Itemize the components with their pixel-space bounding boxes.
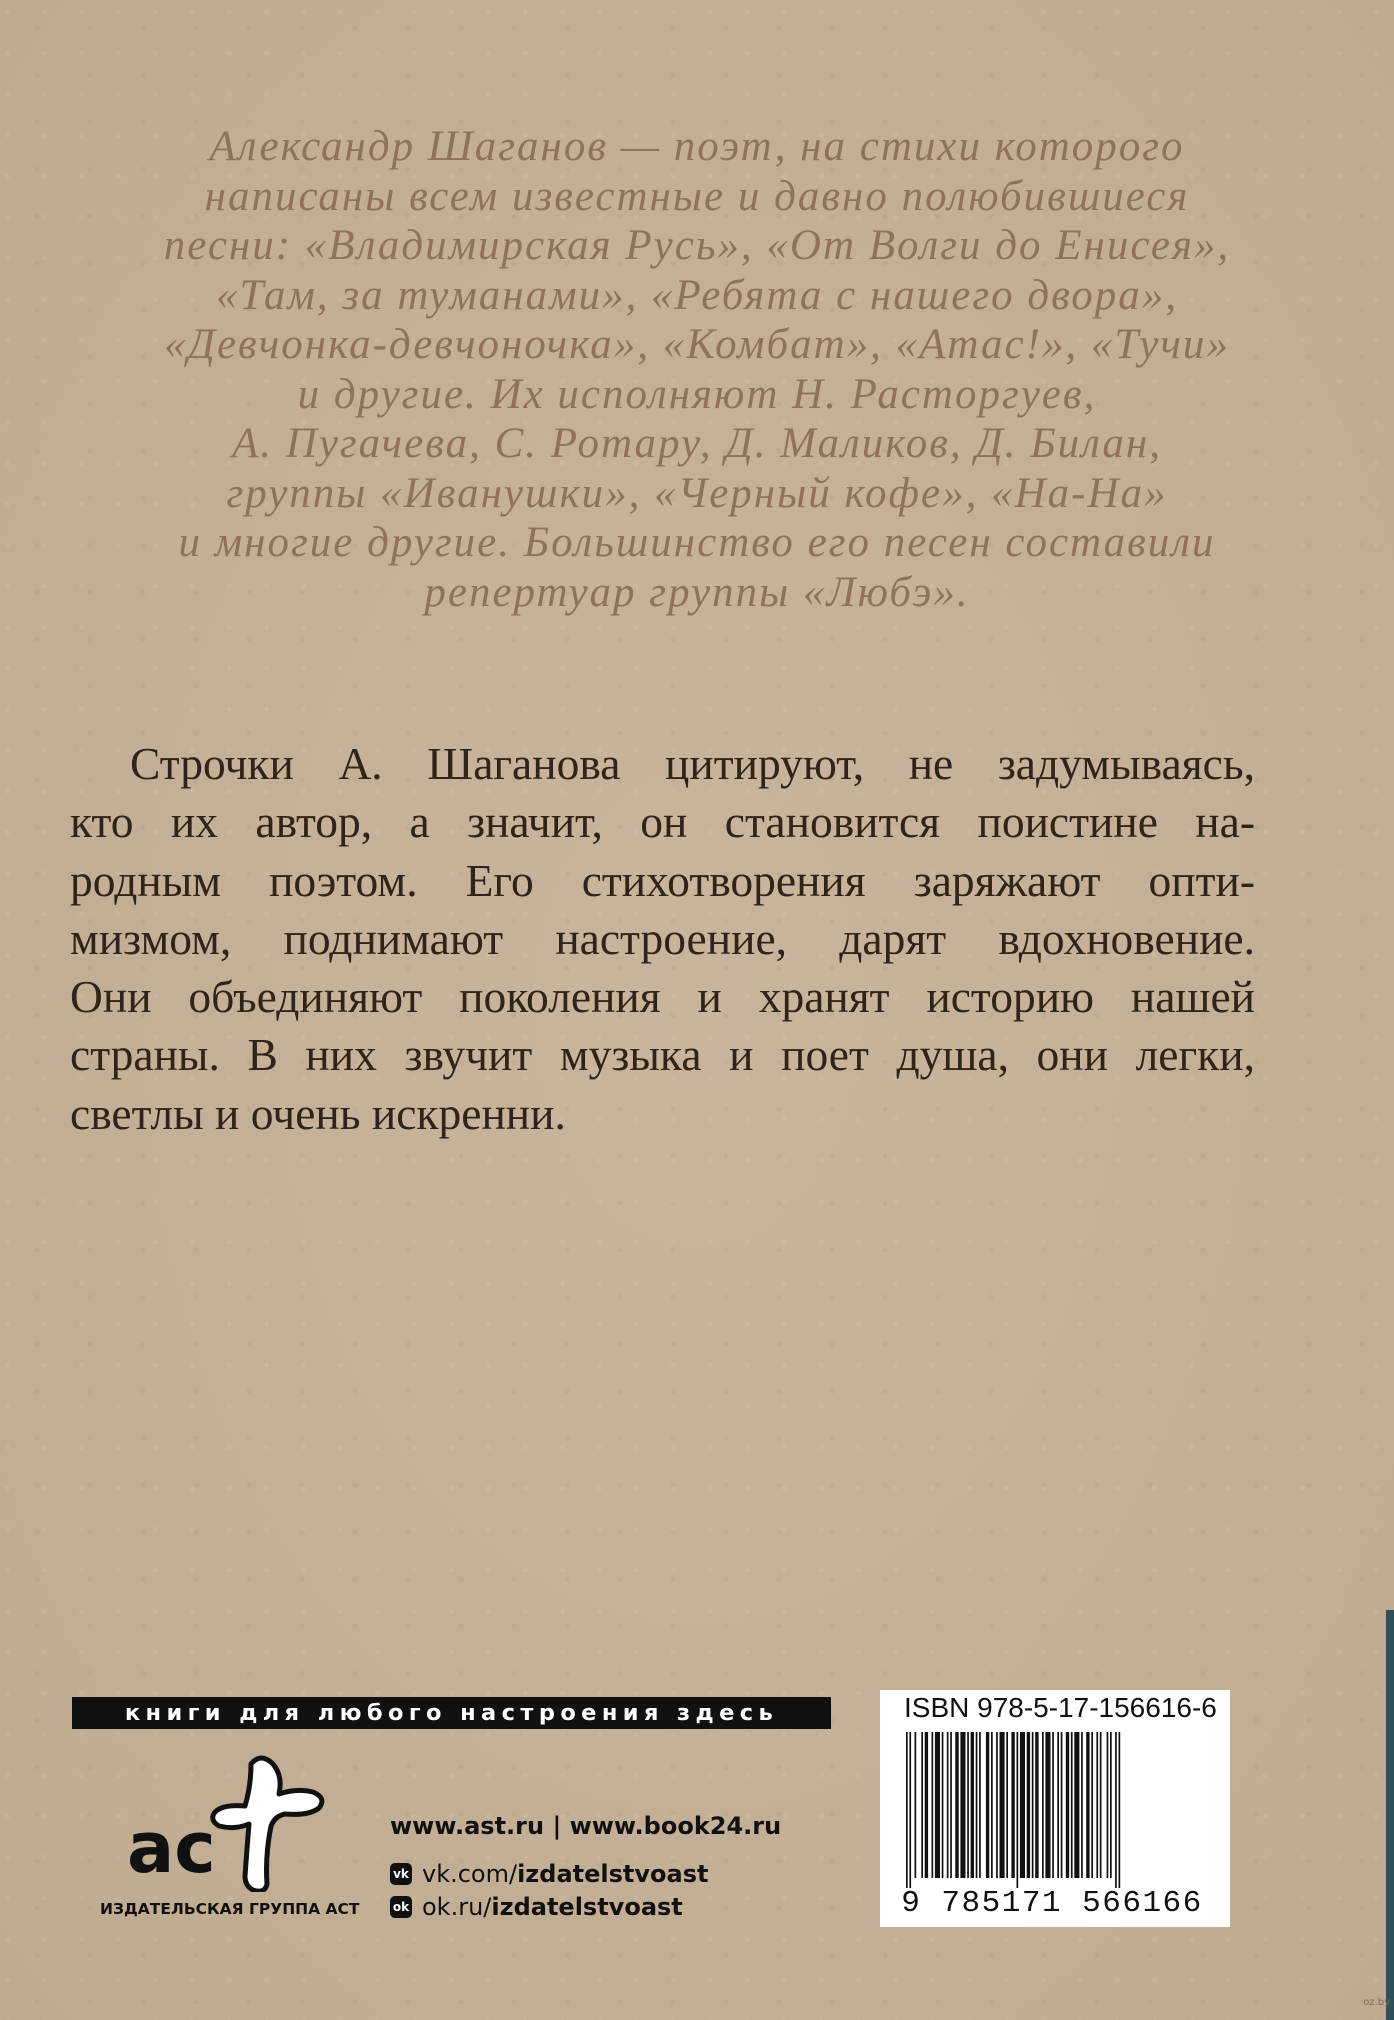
isbn-label: ISBN 978-5-17-156616-6 (904, 1692, 1217, 1723)
barcode-bar (932, 1732, 934, 1878)
barcode-bar (1100, 1732, 1102, 1878)
blurb-line: и другие. Их исполняют Н. Расторгуев, (297, 370, 1097, 418)
publisher-name: ИЗДАТЕЛЬСКАЯ ГРУППА АСТ (100, 1900, 360, 1918)
author-blurb (70, 122, 1324, 617)
website-links[interactable]: www.ast.ru | www.book24.ru (390, 1812, 782, 1840)
blurb-line: А. Пугачева, С. Ротару, Д. Маликов, Д. Билан, (232, 420, 1162, 467)
blurb-line: группы «Иванушки», «Черный кофе», «На-На» (226, 469, 1168, 517)
barcode-bar (1074, 1732, 1079, 1878)
ok-icon: ok (390, 1896, 412, 1918)
barcode-bar (1107, 1732, 1109, 1878)
book-description (70, 735, 1255, 1143)
description-line: мизмом, поднимают настроение, дарят вдохновение. (70, 912, 1255, 964)
barcode-bar (915, 1732, 917, 1878)
barcode-bar (925, 1732, 928, 1878)
blurb-line: написаны всем известные и давно полюбившиеся (204, 172, 1190, 220)
barcode-bar (909, 1732, 911, 1888)
publisher-logo (125, 1752, 335, 1892)
logo-text: ac (127, 1807, 216, 1889)
barcode-bar (1096, 1732, 1098, 1878)
barcode-bar (1006, 1732, 1008, 1878)
barcode-bar (1081, 1732, 1083, 1878)
barcode-bar (942, 1732, 944, 1878)
slogan-banner: книги для любого настроения здесь (72, 1697, 831, 1729)
vk-link[interactable] (390, 1860, 708, 1888)
blurb-line: «Девчонка-девчоночка», «Комбат», «Атас!», «Тучи» (164, 321, 1230, 368)
barcode-bar (955, 1732, 958, 1878)
blurb-line: песни: «Владимирская Русь», «От Волги до Енисея», (163, 222, 1231, 269)
ok-prefix: ok.ru/ (422, 1893, 492, 1921)
vk-icon: vk (390, 1863, 412, 1885)
barcode-bar (1091, 1732, 1093, 1878)
barcode-bar (1086, 1732, 1089, 1878)
watermark: oz.by (1363, 1997, 1390, 2008)
barcode-bar (971, 1732, 974, 1878)
barcode-bar (967, 1732, 969, 1878)
description-line: Строчки А. Шаганова цитируют, не задумываясь, (130, 738, 1255, 789)
barcode-bar (1066, 1732, 1069, 1878)
barcode-bar (1017, 1732, 1019, 1888)
barcode-bar (1052, 1732, 1054, 1878)
blurb-line: Александр Шаганов — поэт, на стихи которого (209, 123, 1185, 170)
barcode-bar (1110, 1732, 1112, 1878)
barcode-bar (996, 1732, 998, 1878)
barcode-bar (1071, 1732, 1073, 1878)
barcode (904, 1732, 1204, 1888)
blurb-line: репертуар группы «Любэ». (424, 568, 970, 616)
description-line: кто их автор, а значит, он становится поистине на- (70, 796, 1255, 848)
blurb-line: «Там, за туманами», «Ребята с нашего двора», (216, 271, 1178, 319)
barcode-bar (1035, 1732, 1038, 1878)
barcode-bar (1057, 1732, 1059, 1878)
spine-edge-strip (1386, 1610, 1394, 2020)
barcode-bar (991, 1732, 993, 1878)
barcode-bar (1011, 1732, 1014, 1878)
barcode-bar (1115, 1732, 1117, 1888)
barcode-bar (947, 1732, 949, 1878)
barcode-bar (986, 1732, 989, 1878)
barcode-bar (976, 1732, 978, 1878)
description-line: родным поэтом. Его стихотворения заряжают опти- (70, 854, 1255, 906)
barcode-bar (1061, 1732, 1063, 1878)
barcode-bar (1042, 1732, 1044, 1878)
description-line: страны. В них звучит музыка и поет душа, они легки, (70, 1029, 1255, 1081)
vk-prefix: vk.com/ (422, 1860, 518, 1888)
vk-handle: izdatelstvoast (517, 1860, 709, 1888)
barcode-bar (935, 1732, 940, 1878)
description-line: светлы и очень искренни. (70, 1087, 566, 1139)
barcode-bar (1045, 1732, 1050, 1878)
barcode-bar (1020, 1732, 1025, 1878)
barcode-bar (950, 1732, 952, 1878)
barcode-bar (1027, 1732, 1030, 1878)
barcode-bar (979, 1732, 981, 1878)
ok-link[interactable] (390, 1893, 683, 1921)
isbn-digits: 9 785171 566166 (901, 1886, 1203, 1921)
barcode-bar (1119, 1732, 1121, 1888)
barcode-bar (1000, 1732, 1005, 1878)
ok-handle: izdatelstvoast (491, 1893, 683, 1921)
barcode-bar (921, 1732, 923, 1878)
barcode-bar (960, 1732, 965, 1878)
barcode-bar (1032, 1732, 1034, 1878)
description-line: Они объединяют поколения и хранят историю нашей (70, 971, 1255, 1023)
barcode-bar (906, 1732, 908, 1888)
blurb-line: и многие другие. Большинство его песен составили (178, 519, 1216, 566)
logo-cross-shape (213, 1758, 322, 1891)
